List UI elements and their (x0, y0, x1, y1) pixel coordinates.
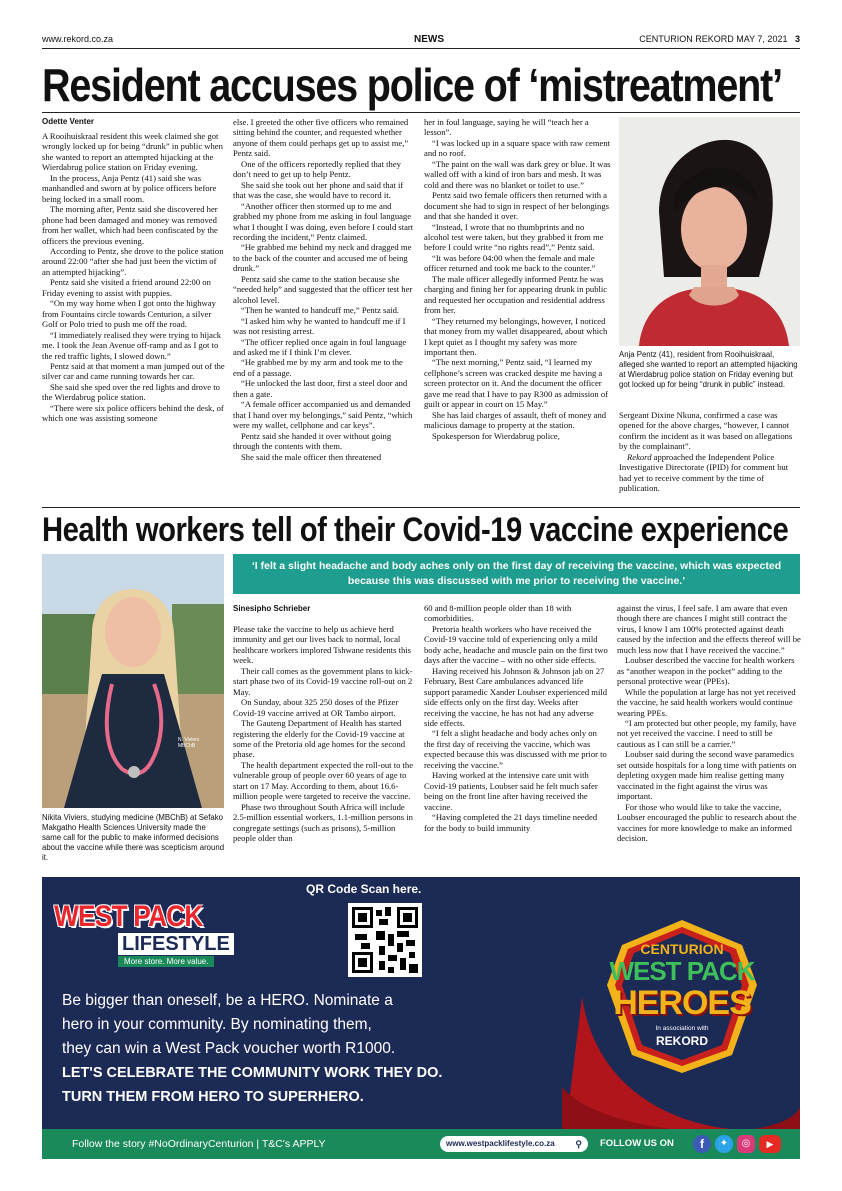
article1-col4 (619, 410, 800, 505)
article2-pullquote: ‘I felt a slight headache and body aches only on the first day of receiving the vaccine, which was expected because this was discussed with me prior to receiving the vaccine.’ (233, 554, 800, 594)
brand-tagline: More store. More value. (118, 956, 214, 967)
col4-para: Sergeant Dixine Nkuna, confirmed a case was opened for the above charges, “however, I cannot confirm the incident as it was based on allegations by the complainant”. (619, 410, 793, 452)
paragraph: “I am protected but other people, my family, have not yet received the vaccine. I need to still be cautious as I can still be a carrier.” (617, 717, 797, 749)
paragraph: “I was locked up in a square space with raw cement and no roof. (424, 137, 611, 159)
paragraph: While the population at large has not yet received the vaccine, he said health workers would continue wearing PPEs. (617, 686, 796, 718)
brand-bottom: LIFESTYLE (118, 933, 234, 955)
instagram-icon[interactable]: ◎ (737, 1135, 755, 1153)
footer-text: Follow the story #NoOrdinaryCenturion | T&C's APPLY (72, 1138, 326, 1150)
twitter-icon[interactable]: ✦ (715, 1135, 733, 1153)
paragraph: Having worked at the intensive care unit with Covid-19 patients, Loubser said he felt much safer being on the front line after having received the vaccine. (424, 770, 598, 812)
article2-caption: Nikita Viviers, studying medicine (MBChB) at Sefako Makgatho Health Sciences University made the same call for the public to make informed decisions about the vaccine while there was scepticism around it. (42, 813, 225, 862)
paragraph: against the virus, I feel safe. I am aware that even though there are chances I might still contract the virus, I know I am 100% protected against death caused by the infection and the effects thereof will be much less now that I have received the vaccine.” (617, 603, 801, 655)
paragraph: Having received his Johnson & Johnson jab on 27 February, Best Care ambulances advanced life support paramedic Xander Loubser experienced mild side effects only on the first day. Weeks after receiving the vaccine, he has not had any adverse side effects. (424, 665, 608, 728)
paragraph: She has laid charges of assault, theft of money and malicious damage to property at the station. (424, 409, 607, 431)
bold-line-2: TURN THEM FROM HERO TO SUPERHERO. (62, 1089, 364, 1105)
col4-tail-para (619, 452, 800, 494)
paragraph: The Gauteng Department of Health has started registering the elderly for the Covid-19 vaccine at some of the Pretoria old age homes for the second phase. (233, 718, 406, 760)
coat-badge: N. Viviers MBChB (178, 737, 200, 749)
headline1-rule (42, 112, 800, 113)
paper-name: CENTURION REKORD MAY 7, 2021 (639, 34, 788, 44)
paragraph: her in foul language, saying he will “teach her a lesson”. (424, 117, 589, 138)
header-rule (42, 48, 800, 49)
paragraph: 60 and 8-million people older than 18 with comorbidities. (424, 603, 572, 624)
west-pack-heroes-advert[interactable] (42, 877, 800, 1159)
paragraph: “Another officer then stormed up to me and grabbed my phone from me asking in foul language what I thought I was doing, even before I could start recording the incident,” Pentz claimed. (233, 200, 414, 242)
page-number: 3 (794, 34, 800, 44)
article1-caption: Anja Pentz (41), resident from Rooihuiskraal, alleged she wanted to report an attempted hijacking at Wierdabrug police station on Friday evening but got locked up for being “drunk in public” instead. (619, 350, 798, 389)
article2-headline: Health workers tell of their Covid-19 vaccine experience (42, 511, 789, 549)
paragraph: “The next morning,” Pentz said, “I learned my cellphone’s screen was cracked despite me having a screen protector on it. And the document the officer gave me read that I have to pay R300 as admission of guilt or appear in court on 15 May.” (424, 357, 608, 410)
anja-pentz-photo (619, 117, 800, 346)
paragraph: “Then he wanted to handcuff me,” Pentz said. (241, 305, 400, 316)
paragraph: Please take the vaccine to help us achieve herd immunity and get our lives back to normal, local healthcare workers implored Tshwane residents this week. (233, 624, 411, 666)
page-header (42, 34, 800, 48)
paragraph: “There were six police officers behind the desk, of which one was assisting someone (42, 402, 224, 424)
west-pack-lifestyle-logo[interactable] (54, 901, 244, 971)
qr-label: QR Code Scan here. (306, 882, 422, 896)
paragraph: She said she sped over the red lights and drove to the Wierdabrug police station. (42, 381, 220, 403)
nikita-viviers-photo (42, 554, 224, 808)
badge-mid: WEST PACK (609, 956, 755, 986)
paragraph: The morning after, Pentz said she discovered her phone had been damaged and money was removed from her wallet, which had been confiscated by the officers the previous evening. (42, 204, 218, 246)
paragraph: Pretoria health workers who have received the Covid-19 vaccine told of experiencing only a mild body ache, headache and muscle pain on the first two days after the vaccine – with no other side effects. (424, 623, 608, 666)
paragraph: “Having completed the 21 days timeline needed for the body to build immunity (424, 812, 598, 833)
paragraph: “He grabbed me behind my neck and dragged me to the back of the counter and accused me of being drunk.” (233, 242, 412, 274)
heroes-badge (582, 915, 782, 1075)
paragraph: The health department expected the roll-out to the vulnerable group of people over 60 years of age to start on 17 May. According to them, about 16.6-million people were targeted to receive the vaccine. (233, 759, 414, 802)
portrait-doctor-illustration (42, 554, 224, 808)
paragraph: “I felt a slight headache and body aches only on the first day of receiving the vaccine, which was expected because this was discussed with me prior to receiving the vaccine.” (424, 728, 607, 770)
paragraph: “On my way home when I got onto the highway from Fountains circle towards Centurion, a silver Golf or Polo tried to push me off the road. (42, 298, 216, 330)
paragraph: “It was before 04:00 when the female and male officer returned and took me back to the counter.” (424, 252, 596, 274)
body-line-1: Be bigger than oneself, be a HERO. Nominate a (62, 992, 393, 1009)
article2-col1 (233, 624, 417, 874)
paragraph: Spokesperson for Wierdabrug police, (432, 430, 560, 441)
paragraph: Loubser said during the second wave paramedics set outside hospitals for a long time with patients on depleting oxygen made him realise getting many vaccinated in the fight against the virus was important. (617, 749, 797, 802)
article1-byline: Odette Venter (42, 117, 95, 126)
badge-brand: REKORD (655, 1034, 708, 1048)
article1-col1 (42, 131, 226, 505)
col4-tail-text: approached the Independent Police Investigative Directorate (IPID) for comment but had yet to receive comment by the time of publication. (619, 451, 789, 494)
paragraph: A Rooihuiskraal resident this week claimed she got wrongly locked up for being “drunk” in public when she wanted to report an attempted hijacking at the Wierdabrug police station on Friday evening. (42, 131, 223, 173)
paragraph: She said the male officer then threatened (241, 451, 382, 462)
paragraph: One of the officers reportedly replied that they don’t need to get up to help Pentz. (233, 158, 401, 180)
paper-date (639, 34, 800, 44)
search-icon: ⚲ (575, 1139, 582, 1149)
paragraph: Pentz said at that moment a man jumped out of the silver car and came running towards her car. (42, 360, 225, 382)
paragraph: “The paint on the wall was dark grey or blue. It was walled off with a kind of iron bars and mesh. It was cold and there was no blanket or toilet to use.” (424, 158, 611, 190)
footer-url-box[interactable] (440, 1136, 588, 1152)
paragraph: Loubser described the vaccine for health workers as “another weapon in the pocket” adding to the personal protective wear (PPEs). (617, 655, 795, 687)
bold-line-1: LET'S CELEBRATE THE COMMUNITY WORK THEY DO. (62, 1065, 443, 1081)
paragraph: Pentz said she visited a friend around 22:00 on Friday evening to assist with puppies. (42, 277, 211, 298)
qr-code-pattern (352, 907, 418, 973)
badge-big: HEROES (613, 984, 751, 1022)
paragraph: She said she took out her phone and said that if that was the case, she would have to record it. (233, 179, 404, 201)
portrait-woman-illustration (619, 117, 800, 346)
paragraph: “The officer replied once again in foul language and asked me if I think I’m clever. (233, 336, 407, 357)
article2-col2 (424, 603, 608, 874)
body-line-2: hero in your community. By nominating them, (62, 1016, 372, 1033)
follow-label: FOLLOW US ON (600, 1138, 674, 1149)
paragraph: In the process, Anja Pentz (41) said she was manhandled and sworn at by police officers before being locked in a small room. (42, 172, 217, 204)
paragraph: “He unlocked the last door, first a steel door and then a gate. (233, 378, 408, 399)
paragraph: On Sunday, about 325 250 doses of the Pfizer Covid-19 vaccine arrived at OR Tambo airport. (233, 697, 399, 718)
paragraph: “He grabbed me by my arm and took me to the end of a passage. (233, 357, 403, 378)
paragraph: Pentz said she handed it over without going through the contents with them. (233, 430, 392, 452)
brand-top: WEST PACK (54, 900, 203, 933)
paragraph: Pentz said she came to the station because she “needed help” and suggested that the officer test her alcohol level. (233, 273, 413, 305)
paragraph: According to Pentz, she drove to the police station around 22:00 “after she had just been the victim of an attempted hijacking”. (42, 245, 224, 277)
paragraph: Their call comes as the government plans to kick-start phase two of its Covid-19 vaccine roll-out on 2 May. (233, 665, 413, 697)
article1-headline: Resident accuses police of ‘mistreatment’ (42, 59, 782, 111)
site-url[interactable]: www.rekord.co.za (42, 34, 114, 44)
article2-byline: Sinesipho Schrieber (233, 604, 311, 613)
section-label: NEWS (414, 34, 444, 45)
paragraph: “Instead, I wrote that no thumbprints and no alcohol test were taken, but they grabbed it from me before I could write “no rights read”,” Pentz said. (424, 221, 604, 253)
article1-col2 (233, 117, 417, 505)
paragraph: The male officer allegedly informed Pentz he was charging and fining her for appearing drunk in public and requested her occupation and residential address from her. (424, 273, 608, 316)
body-line-3: they can win a West Pack voucher worth R1000. (62, 1040, 396, 1057)
qr-code[interactable] (348, 903, 422, 977)
article1-col3 (424, 117, 611, 505)
rekord-italic: Rekord (627, 451, 652, 462)
paragraph: “I asked him why he wanted to handcuff me if I was not resisting arrest. (233, 315, 406, 337)
paragraph: “I immediately realised they were trying to hijack me. I took the Jean Avenue off-ramp and as I got to the red traffic lights, I slowed down.” (42, 329, 222, 361)
paragraph: “A female officer accompanied us and demanded that I hand over my belongings,” said Pentz, “which were my wallet, cellphone and car keys”. (233, 399, 413, 431)
paragraph: else. I greeted the other five officers who remained sitting behind the counter, and requested whether anyone of them could perhaps get up to assist me,” Pentz said. (233, 117, 409, 159)
advert-footer-bar (42, 1129, 800, 1159)
facebook-icon[interactable]: f (693, 1135, 711, 1153)
advert-body (62, 989, 532, 1109)
youtube-icon[interactable]: ▶ (759, 1135, 781, 1153)
paragraph: Pentz said two female officers then returned with a document she had to sign in respect of her belongings and that she handed it over. (424, 190, 609, 222)
paragraph: Phase two throughout South Africa will include 2.5-million essential workers, 1.1-million persons in congregate settings (such as prisons), 5-million people older than (233, 801, 413, 844)
paragraph: For those who would like to take the vaccine, Loubser encouraged the public to research about the vaccines for more knowledge to make an informed decision. (617, 801, 797, 843)
paragraph: “They returned my belongings, however, I noticed that money from my wallet disappeared, about which I kept quiet as I thought my safety was more important then. (424, 315, 608, 357)
article2-col3 (617, 603, 801, 874)
badge-assoc: In association with (655, 1025, 709, 1032)
badge-top: CENTURION (640, 941, 724, 957)
footer-url: www.westpacklifestyle.co.za (446, 1139, 555, 1148)
